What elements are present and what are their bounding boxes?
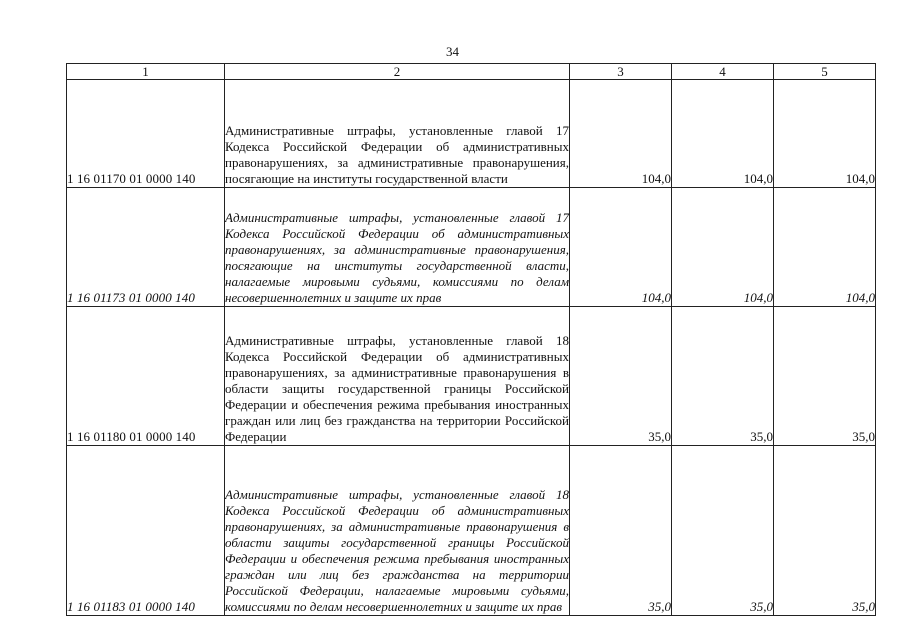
budget-code-cell: 1 16 01183 01 0000 140 (67, 446, 225, 616)
description-cell: Административные штрафы, установленные главой 18 Кодекса Российской Федерации об административных правонарушениях, за административные правонарушения в области защиты государственной границы Российской Федерации и обеспечения режима пребывания иностранных граждан или лиц без гражданства на территории Российской Федерации, налагаемые мировыми судьями, комиссиями по делам несовершеннолетних и защите их прав (225, 446, 570, 616)
value-cell-col3: 104,0 (570, 188, 672, 307)
description-cell: Административные штрафы, установленные главой 17 Кодекса Российской Федерации об административных правонарушениях, за административные правонарушения, посягающие на институты государственной власти (225, 80, 570, 188)
table-row (67, 80, 876, 188)
value-cell-col4: 35,0 (672, 446, 774, 616)
column-header-5: 5 (774, 64, 876, 80)
table-row (67, 446, 876, 616)
budget-code-cell: 1 16 01180 01 0000 140 (67, 307, 225, 446)
description-cell: Административные штрафы, установленные главой 17 Кодекса Российской Федерации об административных правонарушениях, за административные правонарушения, посягающие на институты государственной власти, налагаемые мировыми судьями, комиссиями по делам несовершеннолетних и защите их прав (225, 188, 570, 307)
page-number: 34 (446, 44, 459, 59)
table-header-row (67, 64, 876, 80)
column-header-4: 4 (672, 64, 774, 80)
column-header-1: 1 (67, 64, 225, 80)
value-cell-col5: 35,0 (774, 446, 876, 616)
budget-code-cell: 1 16 01170 01 0000 140 (67, 80, 225, 188)
value-cell-col5: 104,0 (774, 80, 876, 188)
value-cell-col5: 35,0 (774, 307, 876, 446)
value-cell-col4: 104,0 (672, 80, 774, 188)
value-cell-col3: 104,0 (570, 80, 672, 188)
column-header-3: 3 (570, 64, 672, 80)
table-row (67, 188, 876, 307)
value-cell-col4: 104,0 (672, 188, 774, 307)
value-cell-col3: 35,0 (570, 446, 672, 616)
column-header-2: 2 (225, 64, 570, 80)
budget-code-cell: 1 16 01173 01 0000 140 (67, 188, 225, 307)
value-cell-col5: 104,0 (774, 188, 876, 307)
budget-table (66, 63, 876, 616)
table-row (67, 307, 876, 446)
description-cell: Административные штрафы, установленные главой 18 Кодекса Российской Федерации об административных правонарушениях, за административные правонарушения в области защиты государственной границы Российской Федерации и обеспечения режима пребывания иностранных граждан или лиц без гражданства на территории Российской Федерации (225, 307, 570, 446)
value-cell-col4: 35,0 (672, 307, 774, 446)
value-cell-col3: 35,0 (570, 307, 672, 446)
